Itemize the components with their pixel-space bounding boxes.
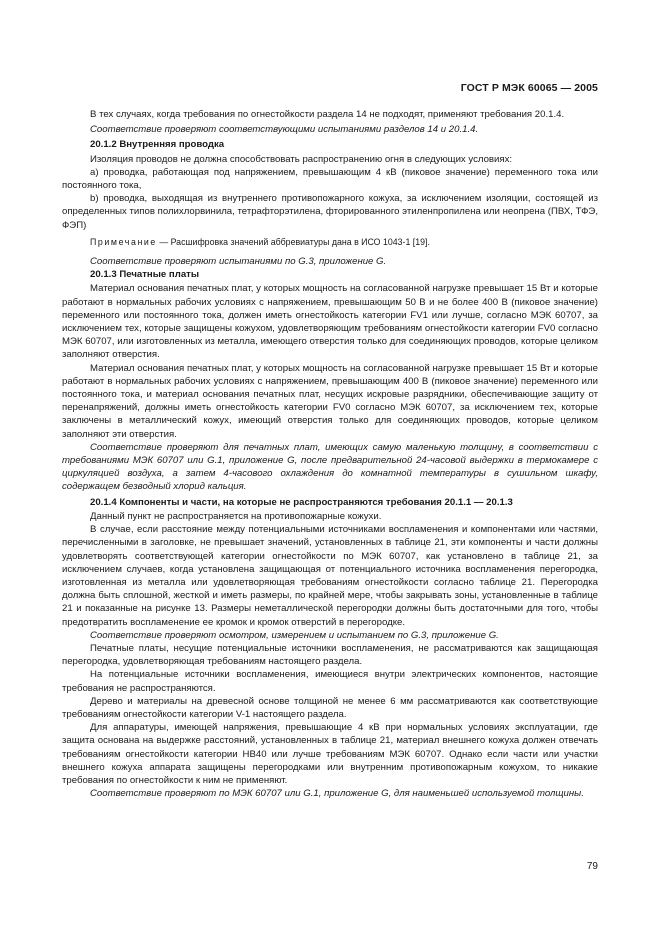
compliance-paragraph: Соответствие проверяют для печатных плат, имеющих самую маленькую толщину, в соответствии с требованиями МЭК 60707 или G.1, приложение G, после предварительной 24-часовой выдержки в термокамере с циркуляцией воздуха, а затем 4-часового охлаждения до комнатной температуры в сушильном шкафу, содержащем безводный хлорид кальция. <box>62 441 598 493</box>
document-header: ГОСТ Р МЭК 60065 — 2005 <box>460 82 598 94</box>
paragraph: В тех случаях, когда требования по огнестойкости раздела 14 не подходят, применяют требования 20.1.4. <box>90 109 565 120</box>
section-heading-20-1-4: 20.1.4 Компоненты и части, на которые не распространяются требования 20.1.1 — 20.1.3 <box>90 496 513 508</box>
section-heading-20-1-2: 20.1.2 Внутренняя проводка <box>90 139 225 151</box>
paragraph: Для аппаратуры, имеющей напряжения, превышающие 4 кВ при нормальных условиях эксплуатации, где защита основана на выдержке расстояний, установленных в таблице 21, материал внешнего кожуха должен отвечать требованиям огнестойкости категории HB40 или лучше требованиям МЭК 60707. Однако если части или участки внешнего кожуха аппарата защищены перегородками или внутренним противопожарным кожухом, то никакие требования по огнестойкости к ним не применяют. <box>62 722 598 786</box>
paragraph: Дерево и материалы на древесной основе толщиной не менее 6 мм рассматриваются как соответствующие требованиям огнестойкости категории V-1 настоящего раздела. <box>62 695 598 720</box>
note-text: Расшифровка значений аббревиатуры дана в ИСО 1043-1 [19]. <box>170 236 430 247</box>
paragraph: Печатные платы, несущие потенциальные источники воспламенения, не рассматриваются как защищающая перегородка, удовлетворяющая требованиям настоящего раздела. <box>62 642 598 668</box>
list-item-b: b) проводка, выходящая из внутреннего противопожарного кожуха, за исключением изоляции, состоящей из определенных типов полихлорвинила, тетрафторэтилена, фторированного этиленпропилена или неопрена (ПВХ, ТФЭ, ФЭП) <box>62 193 598 231</box>
compliance-paragraph: Соответствие проверяют испытаниями по G.3, приложение G. <box>90 256 387 268</box>
paragraph: Материал основания печатных плат, у которых мощность на согласованной нагрузке превышает 15 Вт и которые работают в нормальных рабочих условиях с напряжением, превышающим 50 В и не более 400 В (пиковое значение) переменного или постоянного тока, должен иметь огнестойкость категории FV1 или лучше, согласно МЭК 60707, за исключением тех, которые защищены кожухом, удовлетворяющим требованиям огнестойкости категории FV0 согласно МЭК 60707, или изготовленных из металла, имеющего отверстия только для соединяющих проводов, которые целиком заполняют отверстия. <box>62 283 598 361</box>
document-body <box>62 108 598 800</box>
compliance-paragraph: Соответствие проверяют осмотром, измерением и испытанием по G.3, приложение G. <box>90 629 499 641</box>
section-heading-20-1-3: 20.1.3 Печатные платы <box>90 269 200 281</box>
paragraph: В случае, если расстояние между потенциальными источниками воспламенения и компонентами или частями, перечисленными в заголовке, не превышает значений, установленных в таблице 21, эти компоненты и части должны удовлетворять соответствующей категории огнестойкости по МЭК 60707, как установлено в таблице 21, за исключением случаев, когда установлена защищающая от потенциального источника воспламенения перегородка, изготовленная из металла или удовлетворяющая требованиям огнестойкости согласно таблице 21. Перегородка должна быть сплошной, жесткой и иметь размеры, по крайней мере, чтобы закрывать зоны, установленные в таблице 21 и показанные на рисунке 13. Размеры неметаллической перегородки должны быть достаточными для того, чтобы предотвратить воспламенение ее кромок и кромок отверстий в перегородке. <box>62 524 598 628</box>
compliance-paragraph: Соответствие проверяют соответствующими испытаниями разделов 14 и 20.1.4. <box>90 124 479 136</box>
note <box>62 236 598 249</box>
list-item-a: a) проводка, работающая под напряжением, превышающим 4 кВ (пиковое значение) переменного тока или постоянного тока, <box>62 166 598 192</box>
paragraph: Изоляция проводов не должна способствовать распространению огня в следующих условиях: <box>90 153 513 165</box>
document-page <box>62 0 598 936</box>
paragraph: На потенциальные источники воспламенения, имеющиеся внутри электрических компонентов, настоящие требования не распространяются. <box>62 669 598 694</box>
paragraph: Данный пункт не распространяется на противопожарные кожухи. <box>90 510 382 522</box>
page-number: 79 <box>586 861 598 872</box>
paragraph: Материал основания печатных плат, у которых мощность на согласованной нагрузке превышает 15 Вт и которые работают в нормальных рабочих условиях с напряжением, превышающим 400 В (пиковое значение) переменного или постоянного тока, и материал основания печатных плат, несущих искровые разрядники, обеспечивающие защиту от перенапряжений, должны иметь огнестойкость категории FV0 согласно МЭК 60707, за исключением тех, которые заключены в металлический кожух, имеющий отверстия только для соединяющих проводов, которые целиком заполняют эти отверстия. <box>62 362 598 440</box>
compliance-paragraph: Соответствие проверяют по МЭК 60707 или G.1, приложение G, для наименьшей используемой толщины. <box>90 788 584 800</box>
note-dash: — <box>156 236 171 247</box>
note-label: Примечание <box>90 236 157 247</box>
